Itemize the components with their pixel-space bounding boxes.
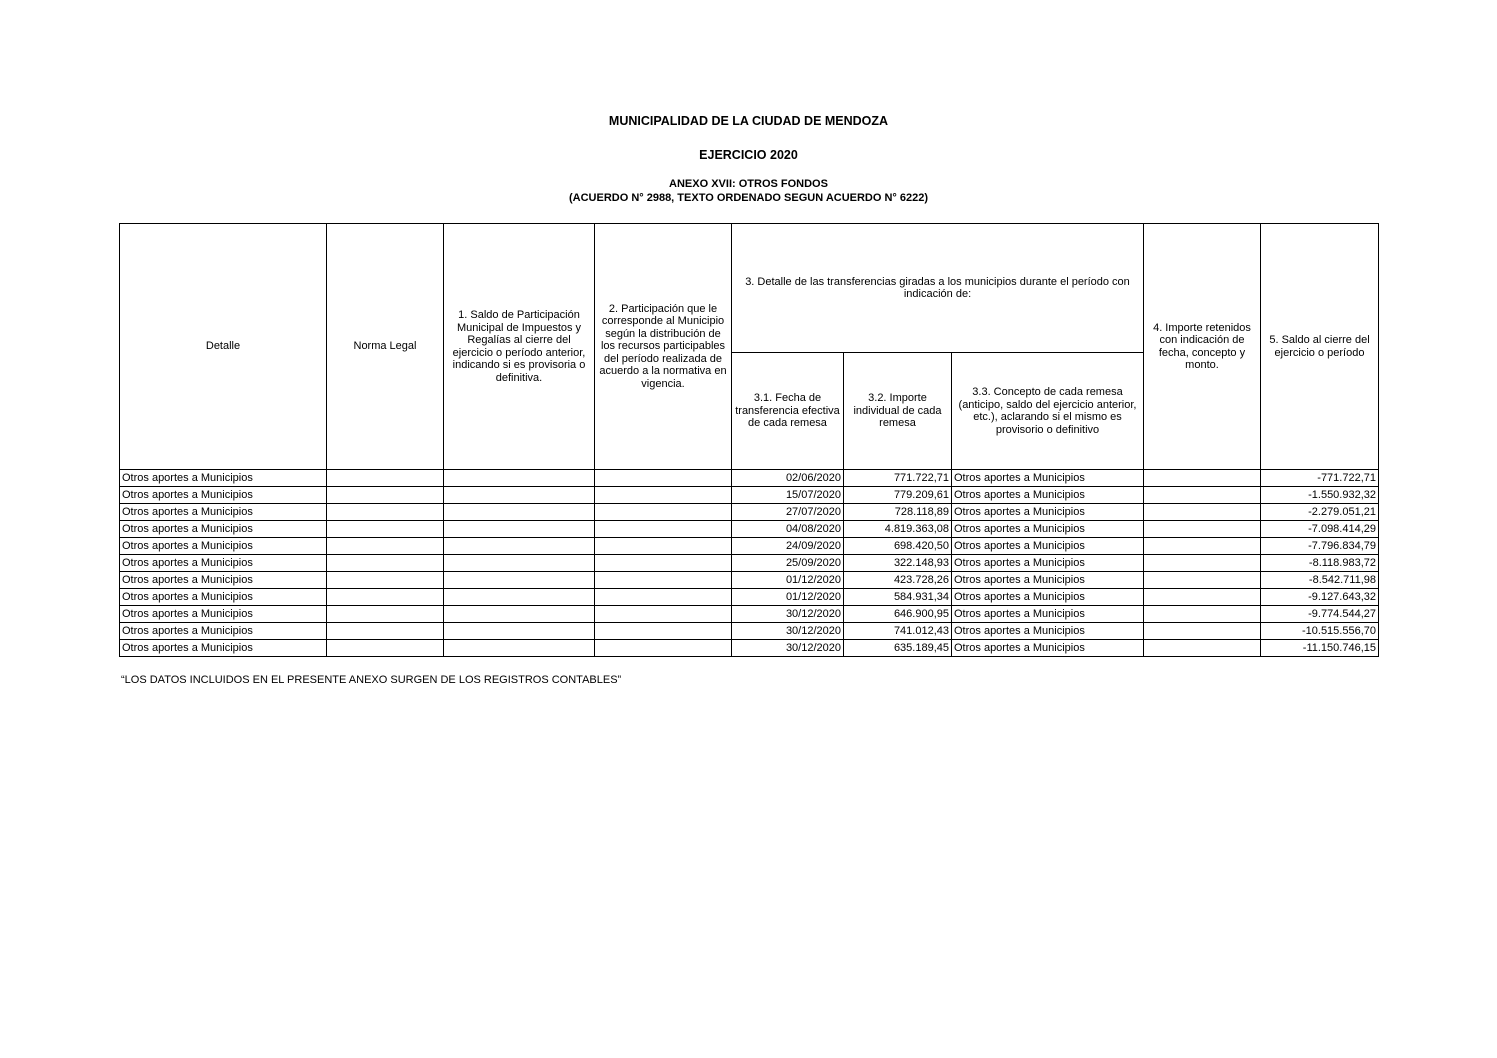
cell-importe-retenidos <box>1144 623 1261 640</box>
cell-detalle: Otros aportes a Municipios <box>120 487 327 504</box>
table-row <box>120 623 1379 640</box>
table-row <box>120 606 1379 623</box>
cell-concepto: Otros aportes a Municipios <box>952 572 1144 589</box>
cell-detalle: Otros aportes a Municipios <box>120 640 327 657</box>
cell-detalle: Otros aportes a Municipios <box>120 538 327 555</box>
cell-norma-legal <box>327 589 444 606</box>
cell-participacion-municipio <box>595 589 732 606</box>
cell-saldo: -7.796.834,79 <box>1261 538 1379 555</box>
header-fecha-transferencia: 3.1. Fecha de transferencia efectiva de cada remesa <box>732 353 844 470</box>
fiscal-year-heading: EJERCICIO 2020 <box>699 148 798 162</box>
cell-importe: 779.209,61 <box>844 487 952 504</box>
cell-fecha: 15/07/2020 <box>732 487 844 504</box>
cell-detalle: Otros aportes a Municipios <box>120 470 327 487</box>
cell-detalle: Otros aportes a Municipios <box>120 521 327 538</box>
cell-norma-legal <box>327 504 444 521</box>
cell-saldo-participacion <box>444 623 595 640</box>
header-concepto-remesa: 3.3. Concepto de cada remesa (anticipo, saldo del ejercicio anterior, etc.), aclarando si el mismo es provisorio o definitivo <box>952 353 1144 470</box>
cell-concepto: Otros aportes a Municipios <box>952 623 1144 640</box>
cell-concepto: Otros aportes a Municipios <box>952 555 1144 572</box>
header-detalle: Detalle <box>120 224 327 470</box>
cell-detalle: Otros aportes a Municipios <box>120 623 327 640</box>
cell-importe: 322.148,93 <box>844 555 952 572</box>
cell-fecha: 30/12/2020 <box>732 606 844 623</box>
header-participacion-municipio: 2. Participación que le corresponde al Municipio según la distribución de los recursos participables del período realizada de acuerdo a la normativa en vigencia. <box>595 224 732 470</box>
cell-saldo-participacion <box>444 589 595 606</box>
cell-fecha: 01/12/2020 <box>732 572 844 589</box>
cell-norma-legal <box>327 640 444 657</box>
cell-saldo-participacion <box>444 640 595 657</box>
cell-fecha: 24/09/2020 <box>732 538 844 555</box>
cell-importe-retenidos <box>1144 606 1261 623</box>
cell-norma-legal <box>327 521 444 538</box>
cell-norma-legal <box>327 538 444 555</box>
cell-importe-retenidos <box>1144 487 1261 504</box>
cell-saldo-participacion <box>444 606 595 623</box>
cell-importe-retenidos <box>1144 521 1261 538</box>
cell-saldo: -11.150.746,15 <box>1261 640 1379 657</box>
cell-detalle: Otros aportes a Municipios <box>120 606 327 623</box>
cell-detalle: Otros aportes a Municipios <box>120 555 327 572</box>
footnote: “LOS DATOS INCLUIDOS EN EL PRESENTE ANEXO SURGEN DE LOS REGISTROS CONTABLES” <box>121 674 622 686</box>
table-row <box>120 572 1379 589</box>
cell-importe-retenidos <box>1144 555 1261 572</box>
cell-importe: 728.118,89 <box>844 504 952 521</box>
cell-norma-legal <box>327 555 444 572</box>
cell-importe: 698.420,50 <box>844 538 952 555</box>
table-row <box>120 640 1379 657</box>
cell-importe-retenidos <box>1144 640 1261 657</box>
cell-concepto: Otros aportes a Municipios <box>952 504 1144 521</box>
table-row <box>120 487 1379 504</box>
cell-fecha: 02/06/2020 <box>732 470 844 487</box>
cell-importe: 4.819.363,08 <box>844 521 952 538</box>
cell-saldo-participacion <box>444 555 595 572</box>
cell-norma-legal <box>327 572 444 589</box>
cell-participacion-municipio <box>595 606 732 623</box>
cell-saldo-participacion <box>444 470 595 487</box>
cell-saldo: -9.774.544,27 <box>1261 606 1379 623</box>
cell-saldo-participacion <box>444 504 595 521</box>
cell-fecha: 30/12/2020 <box>732 640 844 657</box>
annex-heading: ANEXO XVII: OTROS FONDOS <box>669 178 828 190</box>
cell-participacion-municipio <box>595 640 732 657</box>
cell-concepto: Otros aportes a Municipios <box>952 470 1144 487</box>
cell-detalle: Otros aportes a Municipios <box>120 589 327 606</box>
cell-saldo: -1.550.932,32 <box>1261 487 1379 504</box>
cell-fecha: 27/07/2020 <box>732 504 844 521</box>
header-norma-legal: Norma Legal <box>327 224 444 470</box>
cell-saldo: -9.127.643,32 <box>1261 589 1379 606</box>
header-saldo-participacion: 1. Saldo de Participación Municipal de Impuestos y Regalías al cierre del ejercicio o período anterior, indicando si es provisoria o definitiva. <box>444 224 595 470</box>
cell-concepto: Otros aportes a Municipios <box>952 487 1144 504</box>
cell-participacion-municipio <box>595 504 732 521</box>
table-row <box>120 521 1379 538</box>
cell-saldo: -771.722,71 <box>1261 470 1379 487</box>
cell-norma-legal <box>327 623 444 640</box>
cell-saldo: -7.098.414,29 <box>1261 521 1379 538</box>
cell-fecha: 25/09/2020 <box>732 555 844 572</box>
cell-norma-legal <box>327 470 444 487</box>
cell-saldo: -8.118.983,72 <box>1261 555 1379 572</box>
cell-norma-legal <box>327 606 444 623</box>
cell-importe-retenidos <box>1144 504 1261 521</box>
cell-concepto: Otros aportes a Municipios <box>952 521 1144 538</box>
cell-detalle: Otros aportes a Municipios <box>120 572 327 589</box>
table-row <box>120 555 1379 572</box>
cell-importe-retenidos <box>1144 538 1261 555</box>
table-row <box>120 470 1379 487</box>
document-title: MUNICIPALIDAD DE LA CIUDAD DE MENDOZA <box>608 114 889 128</box>
header-saldo-cierre: 5. Saldo al cierre del ejercicio o período <box>1261 224 1379 470</box>
transfers-table <box>119 223 1379 657</box>
cell-importe-retenidos <box>1144 572 1261 589</box>
cell-saldo-participacion <box>444 538 595 555</box>
cell-importe: 741.012,43 <box>844 623 952 640</box>
cell-participacion-municipio <box>595 538 732 555</box>
cell-importe: 423.728,26 <box>844 572 952 589</box>
cell-detalle: Otros aportes a Municipios <box>120 504 327 521</box>
cell-concepto: Otros aportes a Municipios <box>952 606 1144 623</box>
cell-importe: 635.189,45 <box>844 640 952 657</box>
cell-participacion-municipio <box>595 487 732 504</box>
cell-concepto: Otros aportes a Municipios <box>952 538 1144 555</box>
cell-fecha: 01/12/2020 <box>732 589 844 606</box>
table-row <box>120 504 1379 521</box>
cell-norma-legal <box>327 487 444 504</box>
table-row <box>120 538 1379 555</box>
cell-saldo-participacion <box>444 487 595 504</box>
header-detalle-transferencias: 3. Detalle de las transferencias giradas a los municipios durante el período con indicación de: <box>732 224 1144 353</box>
cell-participacion-municipio <box>595 572 732 589</box>
cell-participacion-municipio <box>595 521 732 538</box>
cell-saldo-participacion <box>444 521 595 538</box>
cell-saldo: -10.515.556,70 <box>1261 623 1379 640</box>
table-body <box>120 470 1379 657</box>
cell-participacion-municipio <box>595 623 732 640</box>
cell-importe-retenidos <box>1144 470 1261 487</box>
cell-fecha: 30/12/2020 <box>732 623 844 640</box>
cell-concepto: Otros aportes a Municipios <box>952 589 1144 606</box>
cell-participacion-municipio <box>595 555 732 572</box>
cell-importe-retenidos <box>1144 589 1261 606</box>
cell-importe: 771.722,71 <box>844 470 952 487</box>
table-row <box>120 589 1379 606</box>
cell-saldo: -2.279.051,21 <box>1261 504 1379 521</box>
cell-importe: 646.900,95 <box>844 606 952 623</box>
cell-saldo: -8.542.711,98 <box>1261 572 1379 589</box>
cell-concepto: Otros aportes a Municipios <box>952 640 1144 657</box>
cell-fecha: 04/08/2020 <box>732 521 844 538</box>
header-importe-individual: 3.2. Importe individual de cada remesa <box>844 353 952 470</box>
cell-importe: 584.931,34 <box>844 589 952 606</box>
header-importe-retenidos: 4. Importe retenidos con indicación de fecha, concepto y monto. <box>1144 224 1261 470</box>
cell-saldo-participacion <box>444 572 595 589</box>
cell-participacion-municipio <box>595 470 732 487</box>
agreement-heading: (ACUERDO N° 2988, TEXTO ORDENADO SEGUN ACUERDO N° 6222) <box>568 192 929 204</box>
